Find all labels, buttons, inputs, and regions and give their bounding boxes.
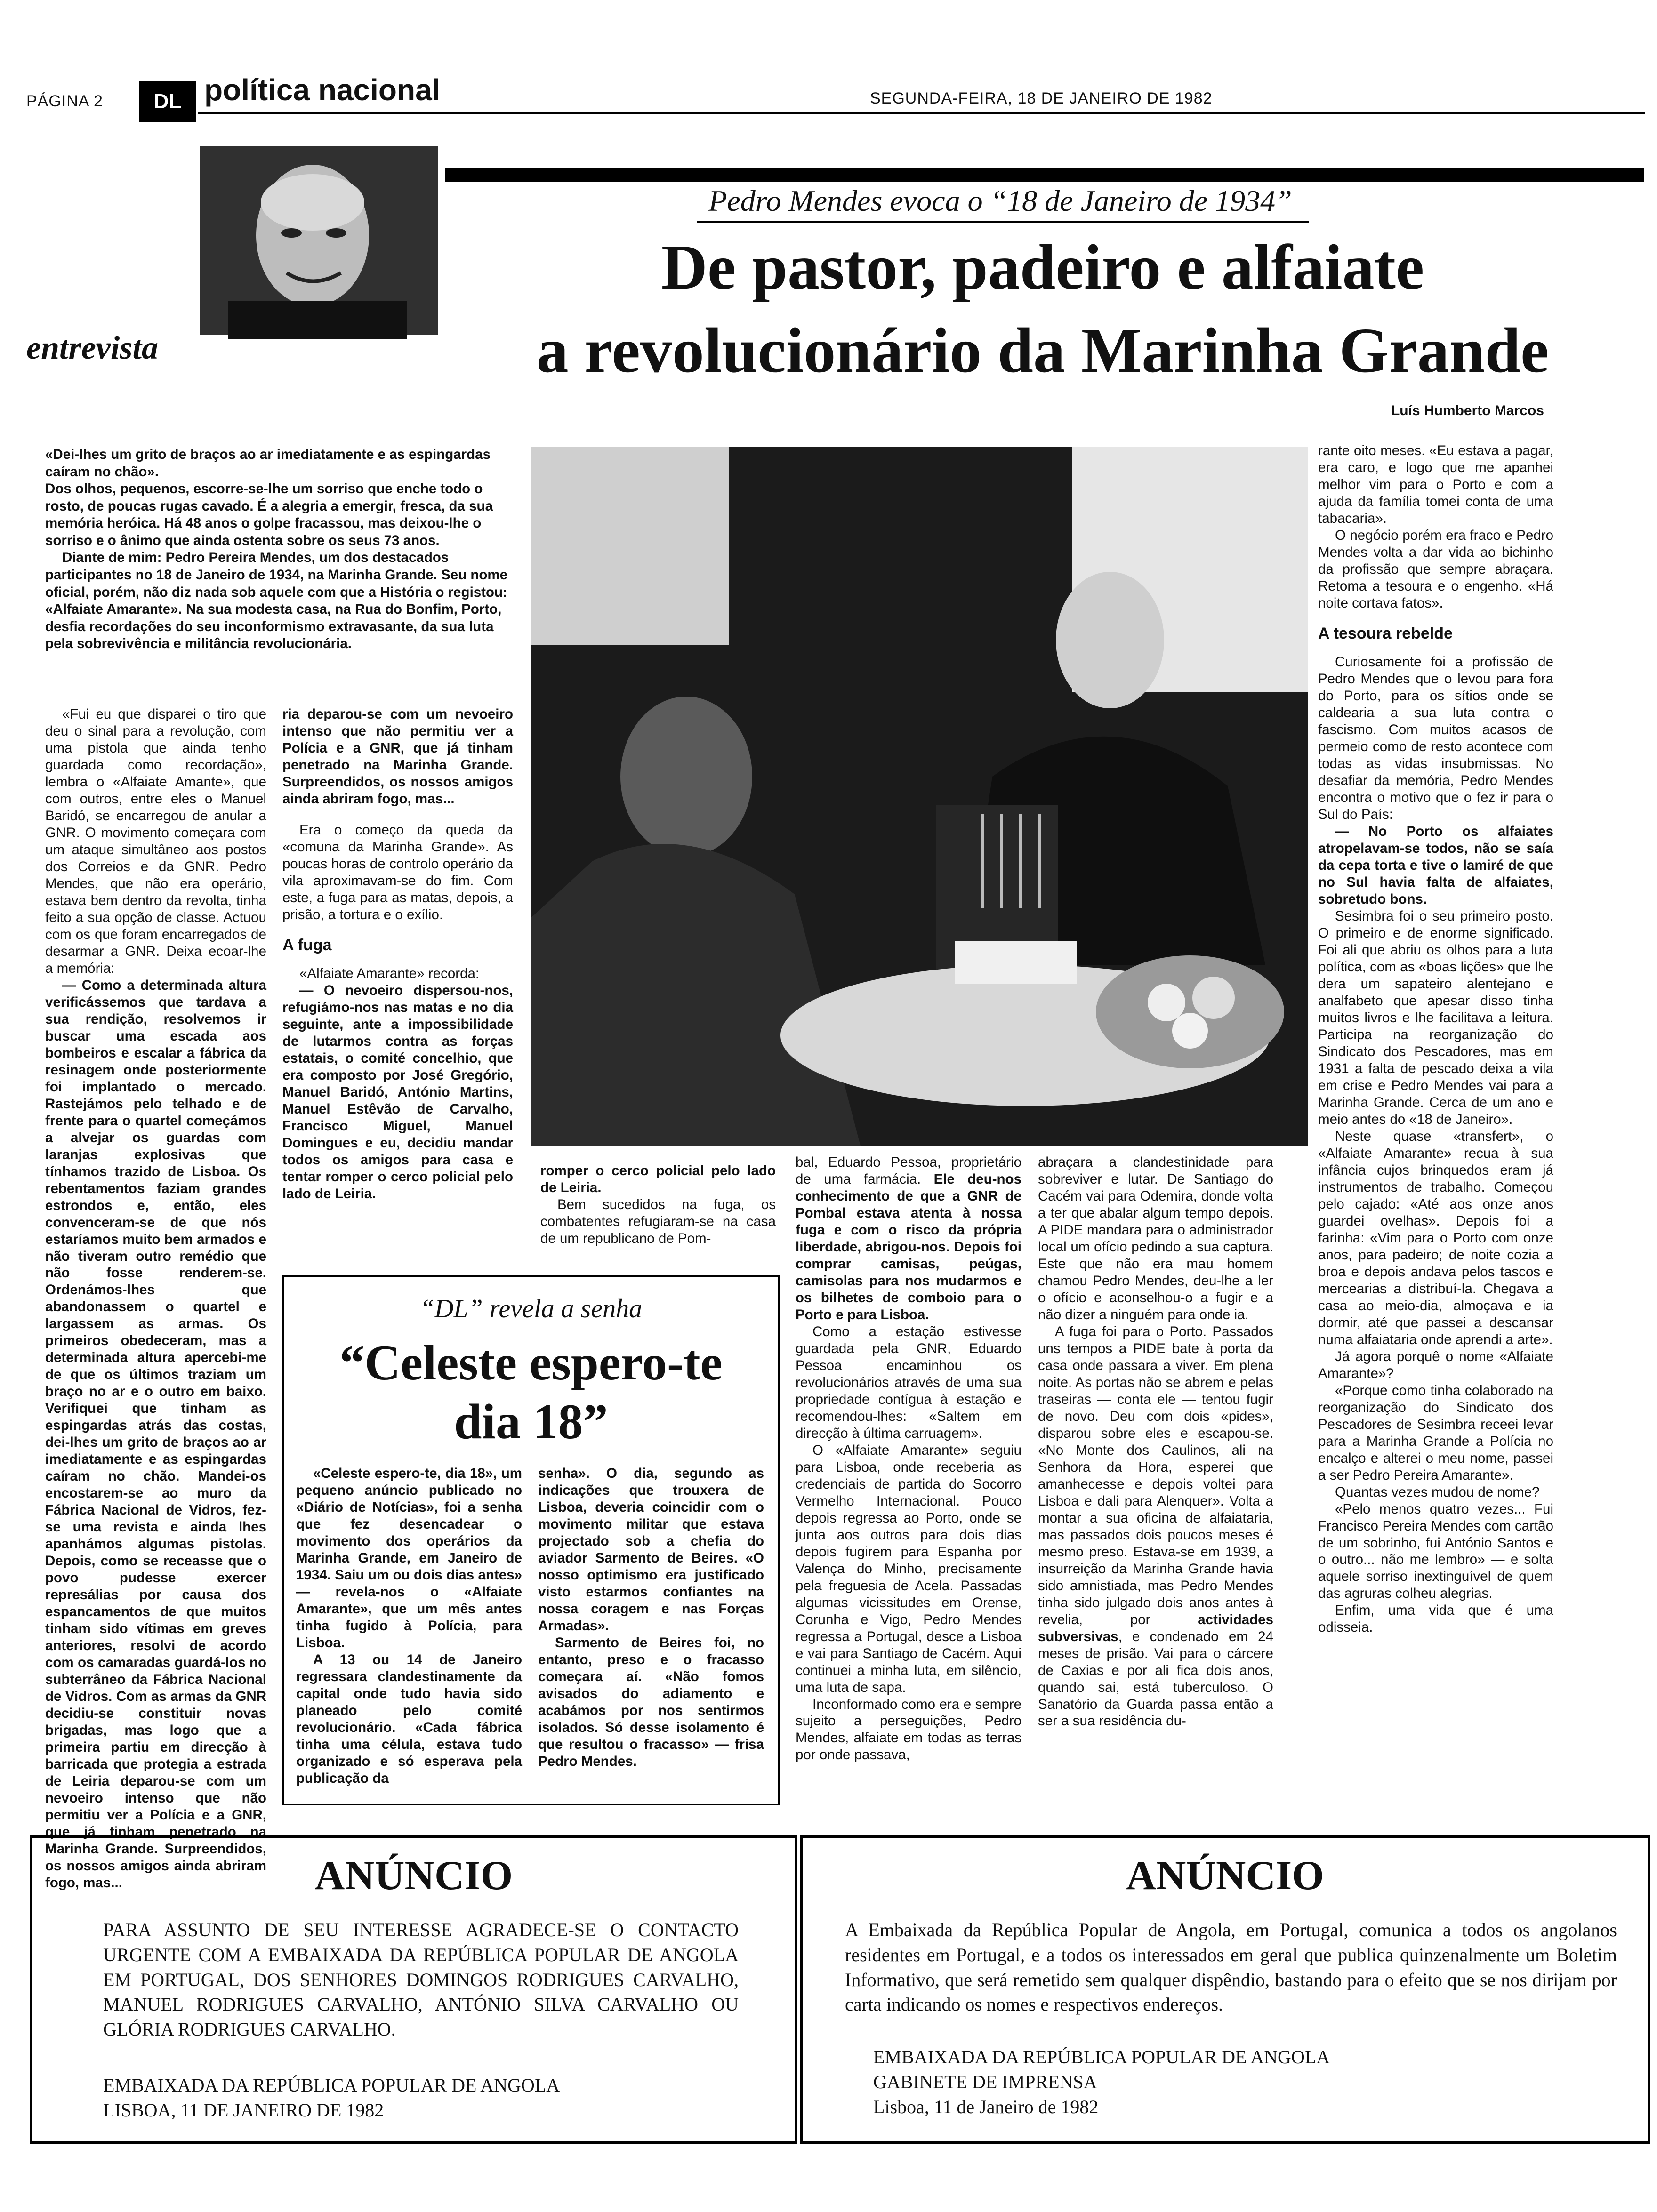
article-kicker: Pedro Mendes evoca o “18 de Janeiro de 1934”: [708, 184, 1292, 217]
headline-line-2: a revolucionário da Marinha Grande: [536, 315, 1549, 386]
article-paragraph: O negócio porém era fraco e Pedro Mendes volta a dar vida ao bichinho da profissão que sempre abraçara. Retoma a tesoura e o engenho. «Há noite cortava fatos».: [1318, 527, 1553, 611]
article-column-5: abraçara a clandestinidade para sobreviver e lutar. De Santiago do Cacém vai para Odemira, donde volta a ter que abalar algum tempo depois. A PIDE mandara para o administrador local um ofício pedindo a sua captura. Este que não era mau homem chamou Pedro Mendes, deu-lhe a ler o ofício e aconselhou-o a fugir e a não dizer a ninguém para onde ia. A fuga foi para o Porto. Passados uns tempos a PIDE bate à porta da casa onde passara a viver. Em plena noite. As portas não se abrem e pelas traseiras — conta ele — tentou fugir de novo. Deu com dois «pides», disparou sobre eles e escapou-se. «No Monte dos Caulinos, ali na Senhora da Hora, esperei que amanhecesse e depois voltei para Lisboa e dali para Alenquer». Volta a montar a sua oficina de alfaiataria, mas passados dois poucos meses é mesmo preso. Estava-se em 1939, a insurreição da Marinha Grande havia sido amnistiada, mas Pedro Mendes tinha sido julgado dois anos antes à revelia, por actividades subversivas, e condenado em 24 meses de prisão. Vai para o cárcere de Caxias e por ali fica dois anos, quando sai, está tuberculoso. O Sanatório da Guarda passa então a ser a sua residência du-: [1038, 1154, 1273, 1729]
inset-paragraph: senha». O dia, segundo as indicações que trouxera de Lisboa, deveria coincidir com o movimento militar que estava projectado sob a chefia do aviador Sarmento de Beires. «O nosso optimismo era justificado visto estarmos confiantes na nossa coragem e nas Forças Armadas».: [538, 1466, 764, 1634]
article-paragraph: Sesimbra foi o seu primeiro posto. O primeiro e de enorme significado. Foi ali que abriu os olhos para a luta política, com as «boas lições» que lhe dera um sapateiro alentejano e analfabeto que apesar disso tinha muitos livros e lhe facilitava a leitura. Participa na reorganização do Sindicato dos Pescadores, mas em 1931 a falta de pescado deixa a vila em crise e Pedro Mendes vai para a Marinha Grande. Cerca de um ano e meio antes do «18 de Janeiro».: [1318, 908, 1553, 1127]
interview-photo: [531, 447, 1308, 1146]
inset-kicker: “DL” revela a senha: [419, 1294, 643, 1323]
advertisement-left: [30, 1835, 797, 2144]
article-paragraph: O «Alfaiate Amarante» seguiu para Lisboa, onde receberia as credenciais de partida do Socorro Vermelho Internacional. Pouco depois regressa ao Porto, onde se junta aos outros para dois dias depois fugirem para Espanha por Valença do Minho, precisamente pela freguesia de Acela. Passadas algumas vicissitudes em Orense, Corunha e Vigo, Pedro Mendes regressa a Portugal, desce a Lisboa e vai para Santiago de Cacém. Aqui continuei a minha luta, em silêncio, uma luta de sapa.: [796, 1442, 1022, 1695]
article-column-4: bal, Eduardo Pessoa, proprietário de uma farmácia. Ele deu-nos conhecimento de que a GNR de Pombal estava atenta à nossa fuga e com o risco da própria liberdade, abrigou-nos. Depois foi comprar camisas, peúgas, camisolas para nos mudarmos e os bilhetes de comboio para o Porto e para Lisboa. Como a estação estivesse guardada pela GNR, Eduardo Pessoa encaminhou os revolucionários através de uma sua propriedade contígua à estação e recomendou-lhes: «Saltem em direcção à última carruagem». O «Alfaiate Amarante» seguiu para Lisboa, onde receberia as credenciais de partida do Socorro Vermelho Internacional. Pouco depois regressa ao Porto, onde se junta aos outros para dois dias depois fugirem para Espanha por Valença do Minho, precisamente pela freguesia de Acela. Passadas algumas vicissitudes em Orense, Corunha e Vigo, Pedro Mendes regressa a Portugal, desce a Lisboa e vai para Santiago de Cacém. Aqui continuei a minha luta, em silêncio, uma luta de sapa. Inconformado como era e sempre sujeito a perseguições, Pedro Mendes, alfaiate em todas as terras por onde passava,: [796, 1154, 1022, 1763]
headline-line-1: De pastor, padeiro e alfaiate: [661, 232, 1424, 303]
inset-paragraph: A 13 ou 14 de Janeiro regressara clandestinamente da capital onde tudo havia sido planeado pelo comité revolucionário. «Cada fábrica tinha uma célula, estava tudo organizado e só esperava pela publicação da: [296, 1651, 522, 1786]
ad-signature-line: GABINETE DE IMPRENSA: [873, 2071, 1097, 2092]
section-tag: entrevista: [26, 330, 158, 366]
newspaper-logo: DL: [139, 81, 196, 122]
inset-column-2: [538, 1465, 764, 1795]
article-intro: [45, 446, 516, 653]
intro-paragraph: Dos olhos, pequenos, escorre-se-lhe um sorriso que enche todo o rosto, de poucas rugas cavado. É a alegria a emergir, fresca, da sua memória heróica. Há 48 anos o golpe fracassou, mas deixou-lhe o sorriso e o ânimo que ainda ostenta sobre os seus 73 anos.: [45, 481, 493, 548]
inset-title-line-1: “Celeste espero-te: [339, 1335, 723, 1390]
article-paragraph: — O nevoeiro dispersou-nos, refugiámo-nos nas matas e no dia seguinte, ante a impossibilidade de lutarmos contra as forças estatais, o comité concelhio, que era composto por José Gregório, Manuel Baridó, António Martins, Manuel Estêvão de Carvalho, Francisco Miguel, Manuel Domingues e eu, decidiu mandar todos os amigos para casa e tentar romper o cerco policial pelo lado de Leiria.: [282, 983, 513, 1202]
article-paragraph: «Porque como tinha colaborado na reorganização do Sindicato dos Pescadores de Sesimbra receei levar para a Marinha Grande a Polícia no encalço e alterei o meu nome, passei a ser Pedro Pereira Amarante».: [1318, 1382, 1553, 1483]
ad-signature-line: LISBOA, 11 DE JANEIRO DE 1982: [103, 2100, 384, 2121]
inset-paragraph: Sarmento de Beires foi, no entanto, preso e o fracasso começara aí. «Não fomos avisados do adiamento e acabámos por nos sentirmos isolados. Só desse isolamento é que resultou o fracasso» — frisa Pedro Mendes.: [538, 1635, 764, 1769]
kicker-underline: [697, 221, 1309, 223]
article-paragraph: «Fui eu que disparei o tiro que deu o sinal para a revolução, com uma pistola que ainda tenho guardada como recordação», lembra o «Alfaiate Amante», que com outros, entre eles o Manuel Baridó, se encarregou de anular a GNR. O movimento começara com um ataque simultâneo aos postos dos Correios e da GNR. Pedro Mendes, que não era operário, estava bem dentro da revolta, tinha feito a sua opção de classe. Actuou com os que foram encarregados de desarmar a GNR. Deixa ecoar-lhe a memória:: [45, 706, 266, 976]
subheading-a-tesoura-rebelde: A tesoura rebelde: [1318, 624, 1453, 642]
header-rule: [198, 112, 1645, 114]
inset-title-line-2: dia 18”: [454, 1394, 608, 1449]
article-column-1: [45, 706, 266, 1891]
ad-signature-line: EMBAIXADA DA REPÚBLICA POPULAR DE ANGOLA: [873, 2046, 1330, 2068]
ad-body: A Embaixada da República Popular de Angola, em Portugal, comunica a todos os angolanos residentes em Portugal, e a todos os interessados em geral que publica quinzenalmente um Boletim Informativo, que será remetido sem qualquer dispêndio, bastando para o efeito que se nos dirijam por carta indicando os nomes e respectivos endereços.: [845, 1919, 1617, 2015]
article-paragraph: «Pelo menos quatro vezes... Fui Francisco Pereira Mendes com cartão de um sobrinho, fui António Santos e o outro... não me lembro» — e solta aquele sorriso inextinguível de quem das agruras colheu alegrias.: [1318, 1501, 1553, 1602]
advertisement-right: [800, 1835, 1650, 2144]
article-paragraph: Curiosamente foi a profissão de Pedro Mendes que o levou para fora do Porto, para os sítios onde se caldearia a sua luta contra o fascismo. Com muitos acasos de permeio como de resto acontece com todas as vidas insubmissas. No desafiar da memória, Pedro Mendes encontra o motivo que o fez ir para o Sul do País:: [1318, 654, 1553, 823]
ad-title: ANÚNCIO: [314, 1853, 513, 1899]
article-column-3: romper o cerco policial pelo lado de Leiria. Bem sucedidos na fuga, os combatentes refugiaram-se na casa de um republicano de Pom-: [540, 1163, 776, 1246]
ad-body: PARA ASSUNTO DE SEU INTERESSE AGRADECE-SE O CONTACTO URGENTE COM A EMBAIXADA DA REPÚBLICA POPULAR DE ANGOLA EM PORTUGAL, DOS SENHORES DOMINGOS RODRIGUES CARVALHO, MANUEL RODRIGUES CARVALHO, ANTÓNIO SILVA CARVALHO OU GLÓRIA RODRIGUES CARVALHO.: [103, 1919, 739, 2040]
article-column-6: rante oito meses. «Eu estava a pagar, era caro, e logo que me apanhei melhor vim para o Porto e com a ajuda da família tomei conta de uma tabacaria». O negócio porém era fraco e Pedro Mendes volta a dar vida ao bichinho da profissão que sempre abraçara. Retoma a tesoura e o engenho. «Há noite cortava fatos». A tesoura rebelde Curiosamente foi a profissão de Pedro Mendes que o levou para fora do Porto, para os sítios onde se caldearia a sua luta contra o fascismo. Com muitos acasos de permeio como de resto acontece com todas as vidas insubmissas. No desafiar da memória, Pedro Mendes encontra o motivo que o fez ir para o Sul do País: — No Porto os alfaiates atropelavam-se todos, não se saía da cepa torta e tive o lamiré de que no Sul havia falta de alfaiates, sobretudo bons. Sesimbra foi o seu primeiro posto. O primeiro e de enorme significado. Foi ali que abriu os olhos para a luta política, com as «boas lições» que lhe dera um sapateiro alentejano e analfabeto que apesar disso tinha muitos livros e lhe facilitava a leitura. Participa na reorganização do Sindicato dos Pescadores, mas em 1931 a falta de pescado deixa a vila em crise e Pedro Mendes vai para a Marinha Grande. Cerca de um ano e meio antes do «18 de Janeiro». Neste quase «transfert», o «Alfaiate Amarante» recua à sua infância cujos brinquedos eram já instrumentos de trabalho. Começou pelo cajado: «Até aos onze anos guardei ovelhas». Depois foi a farinha: «Vim para o Porto com onze anos, para padeiro; de noite cozia a broa e depois andava pelos tascos e mercearias a distribuí-la. Chegava a casa ao meio-dia, almoçava e ia dormir, até que passei a descansar numa alfaiataria onde aprendi a arte». Já agora porquê o nome «Alfaiate Amarante»? «Porque como tinha colaborado na reorganização do Sindicato dos Pescadores de Sesimbra receei levar para a Marinha Grande a Polícia no encalço e alterei o meu nome, passei a ser Pedro Pereira Amarante». Quantas vezes mudou de nome? «Pelo menos quatro vezes... Fui Francisco Pereira Mendes com cartão de um sobrinho, fui António Santos e o outro... não me lembro» — e solta aquele sorriso inextinguível de quem das agruras colheu alegrias. Enfim, uma vida que é uma odisseia.: [1318, 443, 1553, 1635]
issue-date: SEGUNDA-FEIRA, 18 DE JANEIRO DE 1982: [870, 89, 1213, 107]
article-paragraph: «Eu estava a pagar, era caro, e logo que me apanhei melhor vim para o Porto e com a ajuda da família tomei conta de uma tabacaria».: [1318, 443, 1553, 526]
inset-column-1: [296, 1465, 522, 1795]
page-number: PÁGINA 2: [26, 92, 103, 110]
article-paragraph: Quantas vezes mudou de nome?: [1335, 1484, 1540, 1500]
article-paragraph: Era o começo da queda da «comuna da Marinha Grande». As poucas horas de controlo operário da vila aproximavam-se do fim. Com este, a fuga para as matas, depois, a prisão, a tortura e o exílio.: [282, 822, 513, 922]
article-paragraph: Como a estação estivesse guardada pela GNR, Eduardo Pessoa encaminhou os revolucionários através de uma sua propriedade contígua à estação e recomendou-lhes: «Saltem em direcção à última carruagem».: [796, 1323, 1022, 1441]
article-column-2: ria deparou-se com um nevoeiro intenso que não permitiu ver a Polícia e a GNR, que já tinham penetrado na Marinha Grande. Surpreendidos, os nossos amigos ainda abriram fogo, mas... Era o começo da queda da «comuna da Marinha Grande». As poucas horas de controlo operário da vila aproximavam-se do fim. Com este, a fuga para as matas, depois, a prisão, a tortura e o exílio. A fuga «Alfaiate Amarante» recorda: — O nevoeiro dispersou-nos, refugiámo-nos nas matas e no dia seguinte, ante a impossibilidade de lutarmos contra as forças estatais, o comité concelhio, que era composto por José Gregório, Manuel Baridó, António Martins, Manuel Estêvão de Carvalho, Francisco Miguel, Manuel Domingues e eu, decidiu mandar todos os amigos para casa e tentar romper o cerco policial pelo lado de Leiria.: [282, 706, 513, 1202]
byline: Luís Humberto Marcos: [1391, 403, 1544, 418]
headline-bar: [445, 168, 1644, 182]
intro-paragraph: Diante de mim: Pedro Pereira Mendes, um dos destacados participantes no 18 de Janeiro de 1934, na Marinha Grande. Seu nome oficial, porém, não diz nada sob aquele com que a História o registou: «Alfaiate Amarante». Na sua modesta casa, na Rua do Bonfim, Porto, desfia recordações do seu inconformismo extravasante, da sua luta pela sobrevivência e militância revolucionária.: [45, 550, 508, 652]
article-paragraph: «Alfaiate Amarante» recorda:: [299, 966, 480, 982]
portrait-photo: [200, 146, 438, 335]
article-paragraph: — No Porto os alfaiates atropelavam-se todos, não se saía da cepa torta e tive o lamiré de que no Sul havia falta de alfaiates, sobretudo bons.: [1318, 824, 1553, 907]
intro-paragraph: «Dei-lhes um grito de braços ao ar imediatamente e as espingardas caíram no chão».: [45, 447, 491, 480]
article-paragraph: — Como a determinada altura verificássemos que tardava a sua rendição, resolvemos ir buscar uma escada aos bombeiros e escalar a fábrica da resinagem onde posteriormente foi implantado o mercado. Rastejámos pelo telhado e de frente para o quartel começámos a alvejar os guardas com laranjas explosivas que tínhamos trazido de Lisboa. Os rebentamentos faziam grandes estrondos e, então, eles convenceram-se de que nós estaríamos muito bem armados e não tiveram outro remédio que não fosse renderem-se. Ordenámos-lhes que abandonassem o quartel e largassem as armas. Os primeiros obedeceram, mas a determinada altura apercebi-me de que os últimos traziam um braço no ar e o outro em baixo. Verifiquei que tinham as espingardas atrás das costas, dei-lhes um grito de braços ao ar imediatamente e as espingardas caíram no chão. Mandei-os encostarem-se ao muro da Fábrica Nacional de Vidros, fez-se uma revista e ainda lhes apanhámos algumas pistolas. Depois, como se receasse que o povo pudesse exercer represálias por causa dos espancamentos de que muitos tinham sido vítimas em greves anteriores, resolvi de acordo com os camaradas guardá-los no subterrâneo da Fábrica Nacional de Vidros. Com as armas da GNR decidiu-se constituir novas brigadas, mas logo que a primeira partiu em direcção à barricada que protegia a estrada de Leiria deparou-se com um nevoeiro intenso que não permitiu ver a Polícia e a GNR, que já tinham penetrado na Marinha Grande. Surpreendidos, os nossos amigos ainda abriram fogo, mas...: [45, 977, 266, 1891]
article-paragraph: Já agora porquê o nome «Alfaiate Amarante»?: [1318, 1348, 1553, 1381]
section-title: política nacional: [204, 73, 441, 107]
inset-box: [282, 1275, 780, 1805]
ad-signature-line: Lisboa, 11 de Janeiro de 1982: [873, 2096, 1099, 2117]
article-paragraph: Neste quase «transfert», o «Alfaiate Amarante» recua à sua infância cujos brinquedos eram já instrumentos de trabalho. Começou pelo cajado: «Até aos onze anos guardei ovelhas». Depois foi a farinha: «Vim para o Porto com onze anos, para padeiro; de noite cozia a broa e depois andava pelos tascos e mercearias a distribuí-la. Chegava a casa ao meio-dia, almoçava e ia dormir, até que passei a descansar numa alfaiataria onde aprendi a arte».: [1318, 1128, 1553, 1347]
ad-signature-line: EMBAIXADA DA REPÚBLICA POPULAR DE ANGOLA: [103, 2075, 560, 2096]
ad-title: ANÚNCIO: [1126, 1853, 1324, 1899]
article-paragraph: Enfim, uma vida que é uma odisseia.: [1318, 1603, 1553, 1635]
subheading-a-fuga: A fuga: [282, 936, 332, 954]
inset-paragraph: «Celeste espero-te, dia 18», um pequeno anúncio publicado no «Diário de Notícias», foi a senha que fez desencadear o movimento dos operários da Marinha Grande, em Janeiro de 1934. Saiu um ou dois dias antes» — revela-nos o «Alfaiate Amarante», que um mês antes tinha fugido à Polícia, para Lisboa.: [296, 1466, 522, 1651]
